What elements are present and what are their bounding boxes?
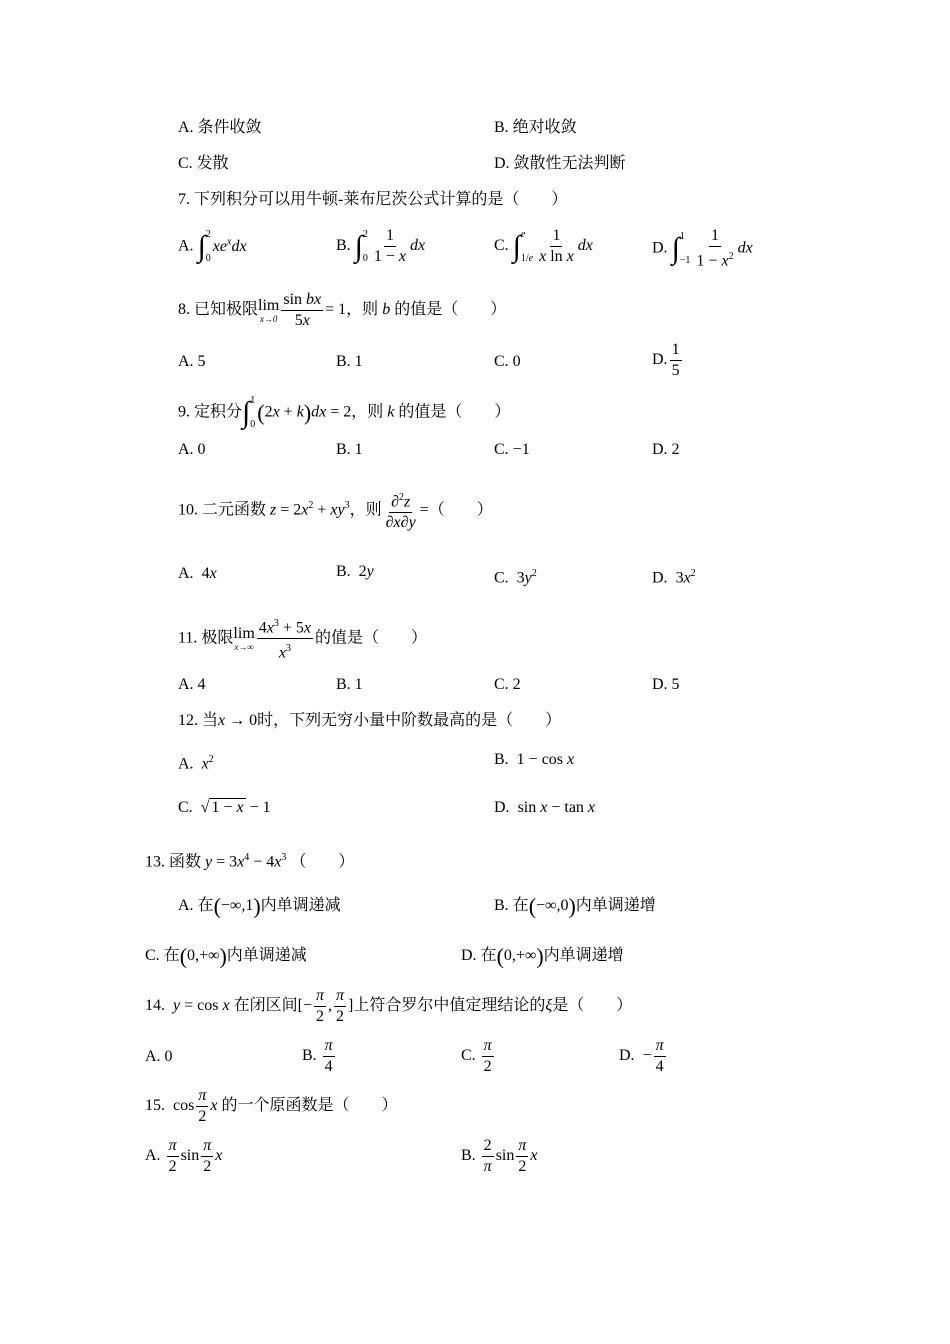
q8-stem: 8. 已知极限 lim x→0 $\frac{\text{sin bx}}{5x}$ = 1，则 b 的值是（ ） [178,291,507,329]
q13-option-d: D. 在(0,+∞)内单调递增 [461,943,624,969]
q8-option-c: C. 0 [494,353,521,370]
q10-stem: 10. 二元函数 $z = 2x^2 + xy^3$，则 $\frac{\partial^2z}{\partial x\partial y}$ =（ ） [178,488,493,533]
q10-option-d: D. $3x^2$ [652,568,696,587]
q13-option-a: A. 在(−∞,1)内单调递减 [178,893,341,919]
q12-option-c: C. √ 1 − x − 1 [178,799,271,816]
q14-option-a: A. 0 [145,1048,173,1065]
q8-option-b: B. 1 [336,353,363,370]
q11-option-d: D. 5 [652,676,680,693]
q12-option-a: A. $x^2$ [178,754,214,773]
q15-option-a: A. $\frac{\pi}{2}$ sin $\frac{\pi}{2}$ x [145,1137,223,1175]
q7-option-a: A. ∫ 2 0 $xe^xdx$ [178,229,247,264]
q10-option-a: A. 4x [178,565,217,582]
q7-option-c: C. ∫ e 1/e $\frac{1}{\text{x ln x}}$ dx [494,227,593,265]
q12-option-d: D. sin x − tan x [494,799,596,816]
q6-option-b: B. 绝对收敛 [494,119,577,136]
q11-option-b: B. 1 [336,676,363,693]
q15-option-b: B. $\frac{2}{\pi}$ sin $\frac{\pi}{2}$ x [461,1137,538,1175]
q11-option-a: A. 4 [178,676,206,693]
q12-stem: 12. 当x → 0时，下列无穷小量中阶数最高的是（ ） [178,712,562,729]
q14-option-d: D. − $\frac{\pi}{4}$ [619,1037,664,1075]
q8-option-d: D. $\frac{1}{5}$ [652,341,680,379]
q6-option-d: D. 敛散性无法判断 [494,155,626,172]
q9-option-b: B. 1 [336,441,363,458]
q8-option-a: A. 5 [178,353,206,370]
q10-option-c: C. $3y^2$ [494,568,537,587]
q9-option-d: D. 2 [652,441,680,458]
q11-stem: 11. 极限 lim x→∞ $\frac{4x^3 + 5x}{x^3}$ 的值是（ ） [178,614,427,664]
q6-option-a: A. 条件收敛 [178,119,262,136]
q13-option-b: B. 在(−∞,0)内单调递增 [494,893,656,919]
q9-option-c: C. −1 [494,441,530,458]
q11-option-c: C. 2 [494,676,521,693]
q6-option-c: C. 发散 [178,155,229,172]
q10-option-b: B. 2y [336,563,374,580]
q15-stem: 15. cos $\frac{\pi}{2}$ x 的一个原函数是（ ） [145,1087,398,1125]
q14-option-c: C. $\frac{\pi}{2}$ [461,1037,492,1075]
q9-option-a: A. 0 [178,441,206,458]
q14-option-b: B. $\frac{\pi}{4}$ [302,1037,333,1075]
q14-stem: 14. y = cos x 在闭区间[− $\frac{\pi}{2}$ , $\frac{\pi}{2}$ ]上符合罗尔中值定理结论的ξ是（ ） [145,987,633,1025]
q9-stem: 9. 定积分 ∫ 1 0 (2x + k)dx = 2，则 k 的值是（ ） [178,395,511,430]
q7-option-d: D. ∫ 1 −1 $\frac{1}{1 - x^2}$ dx [652,227,753,270]
q13-option-c: C. 在(0,+∞)内单调递减 [145,943,307,969]
q7-stem: 7. 下列积分可以用牛顿-莱布尼茨公式计算的是（ ） [178,191,568,208]
q7-option-b: B. ∫ 2 0 $\frac{1}{1 - x}$ dx [336,227,426,265]
q13-stem: 13. 函数 $y = 3x^4 - 4x^3$ （ ） [145,852,355,871]
q12-option-b: B. 1 − cos x [494,751,575,768]
